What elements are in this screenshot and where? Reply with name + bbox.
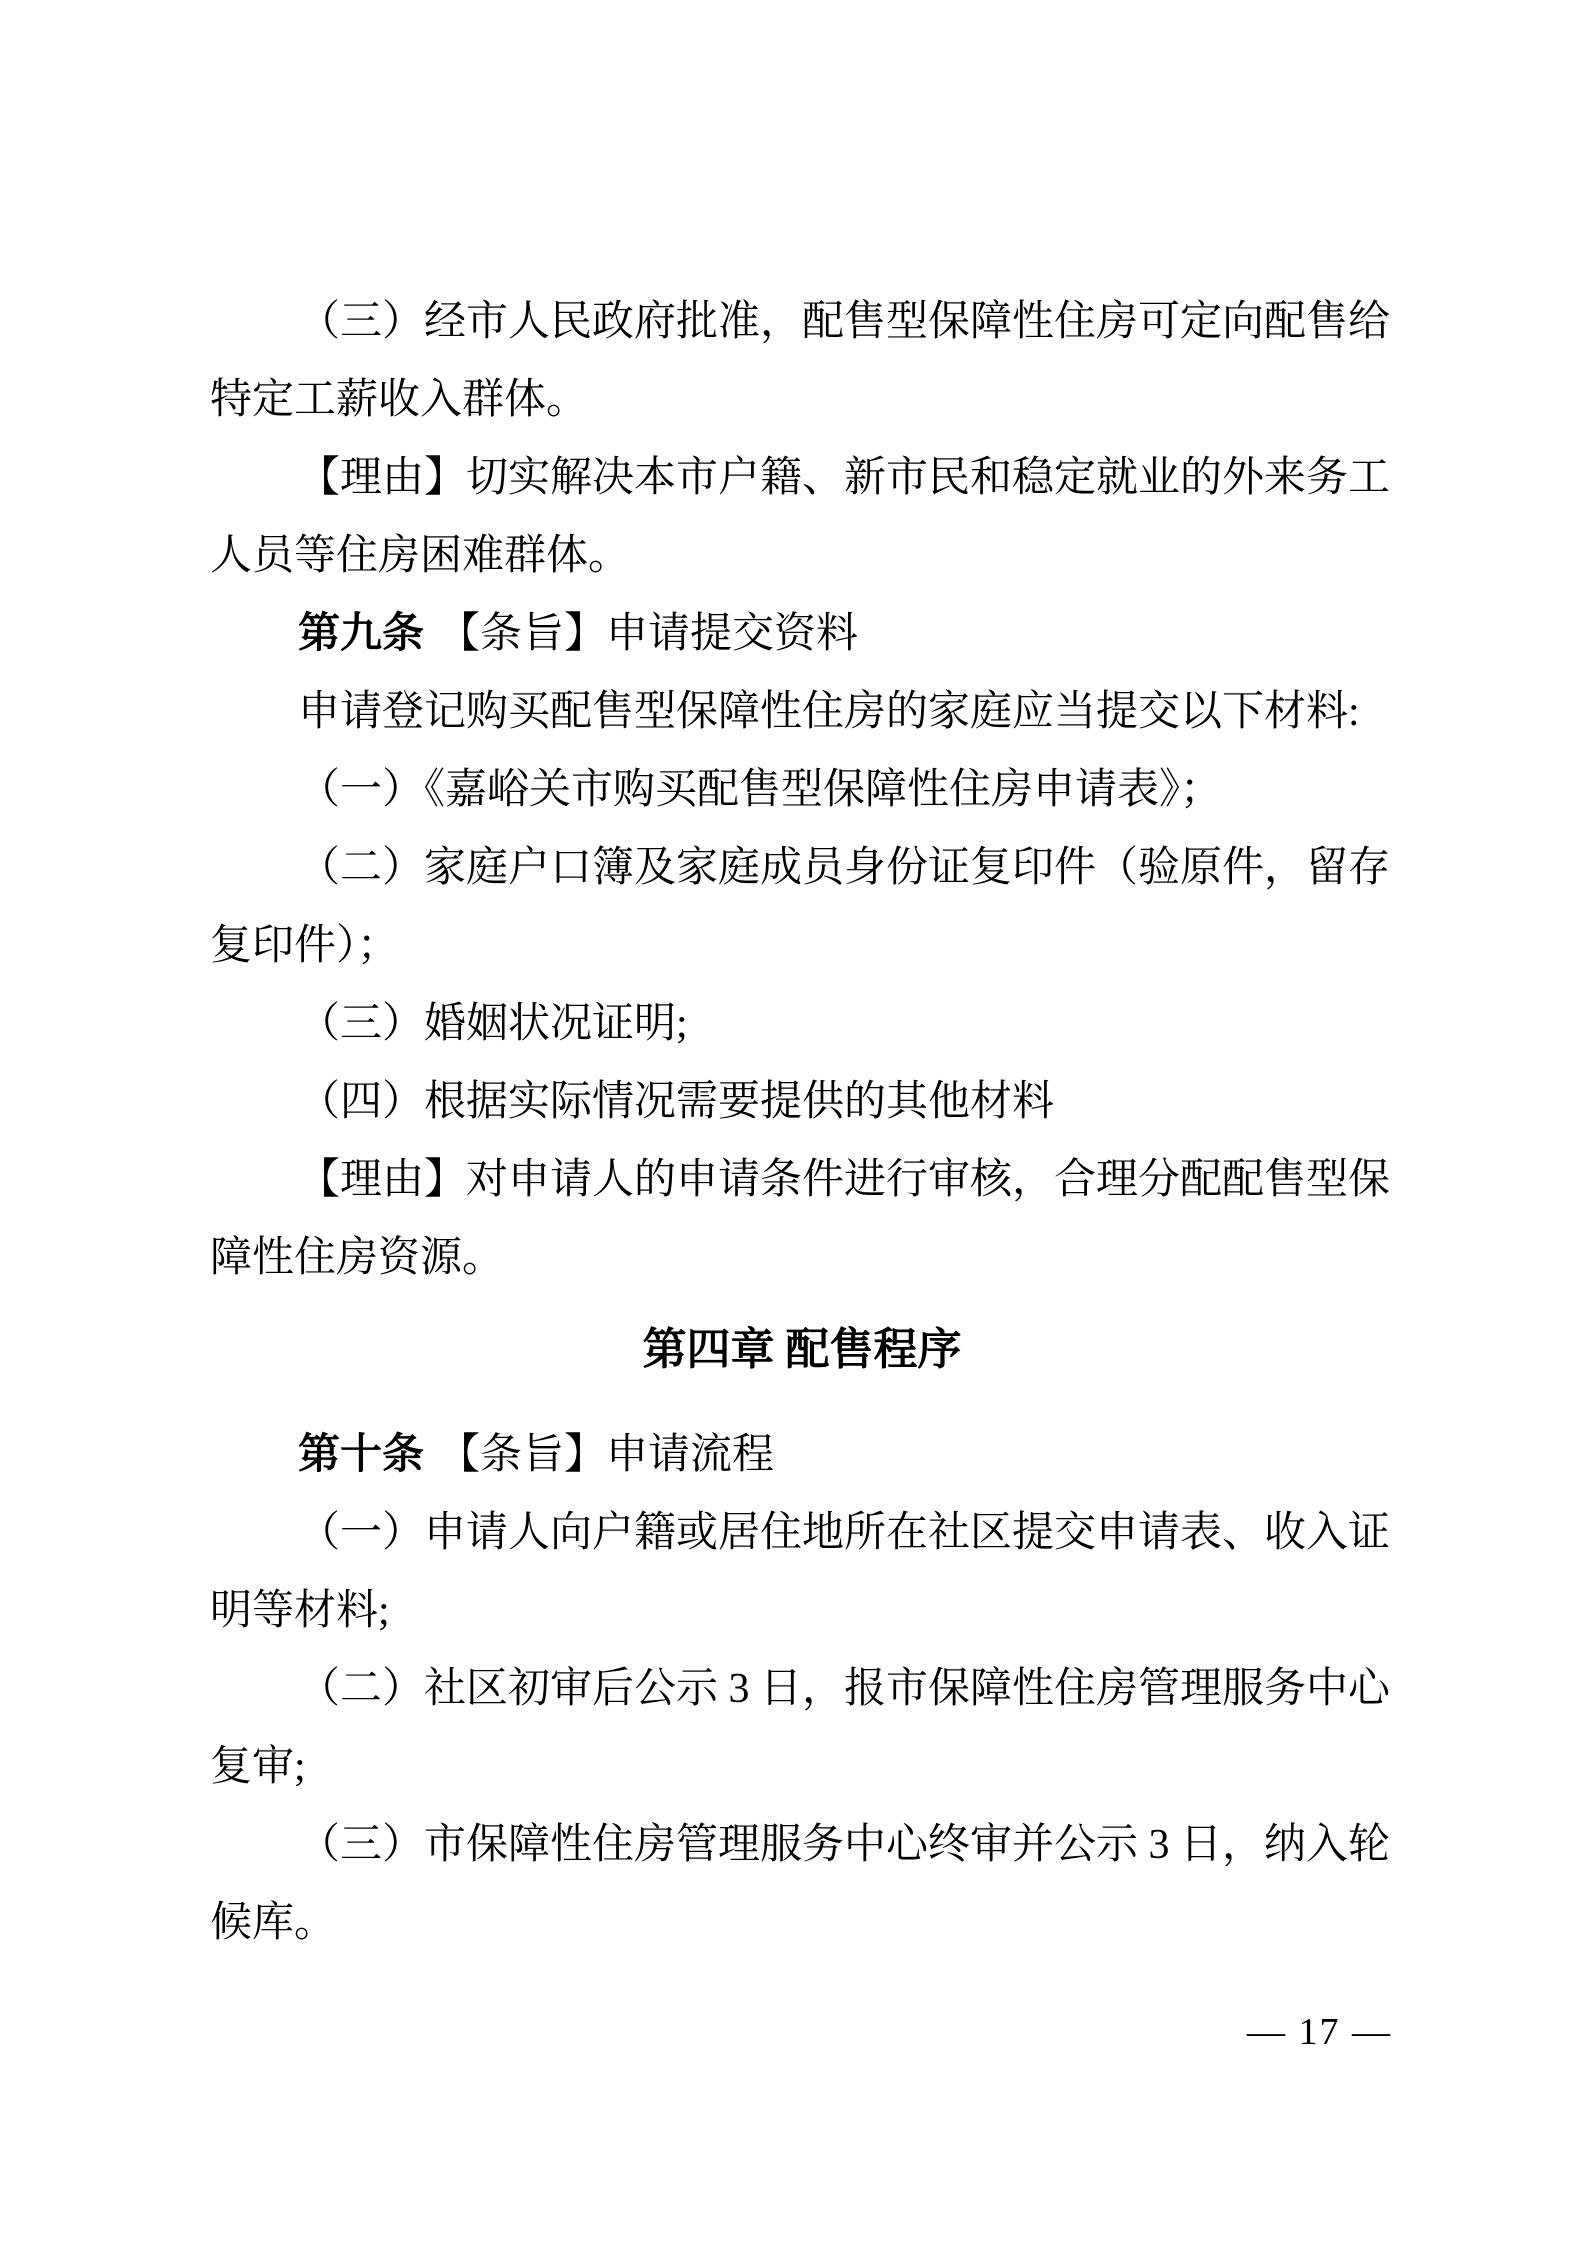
text-line: [210, 1572, 1394, 1650]
body-text: （三）经市人民政府批准，配售型保障性住房可定向配售给: [298, 299, 1391, 345]
body-text: （四）根据实际情况需要提供的其他材料: [298, 1079, 1055, 1125]
article-number-text: 第四章 配售程序: [642, 1325, 962, 1374]
text-line: [210, 751, 1394, 829]
body-text: 申请登记购买配售型保障性住房的家庭应当提交以下材料:: [298, 689, 1360, 735]
body-text: 【条旨】申请流程: [438, 1432, 775, 1478]
text-line: [210, 829, 1394, 907]
body-text: 候库。: [210, 1900, 337, 1946]
text-line: [210, 1650, 1394, 1728]
chapter-heading: [210, 1311, 1394, 1389]
text-line: [210, 361, 1394, 439]
text-line: [210, 283, 1394, 361]
text-line: [210, 1728, 1394, 1806]
article-number-text: 第十条: [298, 1432, 425, 1478]
text-line: [210, 517, 1394, 595]
document-body: [210, 283, 1394, 1962]
body-text: （二）家庭户口簿及家庭成员身份证复印件（验原件，留存: [298, 845, 1391, 891]
text-line: [210, 595, 1394, 673]
text-line: [210, 1416, 1394, 1494]
body-text: 复印件）；: [210, 923, 400, 969]
text-line: [210, 907, 1394, 985]
text-line: [210, 1219, 1394, 1297]
article-number-text: 第九条: [298, 611, 425, 657]
body-text: （一）《嘉峪关市购买配售型保障性住房申请表》；: [298, 767, 1223, 813]
body-text: （三）市保障性住房管理服务中心终审并公示 3 日，纳入轮: [298, 1822, 1391, 1868]
body-text: 【理由】切实解决本市户籍、新市民和稳定就业的外来务工: [298, 455, 1391, 501]
text-line: [210, 1141, 1394, 1219]
text-line: [210, 1063, 1394, 1141]
text-line: [210, 1494, 1394, 1572]
body-text: 明等材料;: [210, 1588, 390, 1634]
body-text: 复审;: [210, 1744, 306, 1790]
text-line: [210, 1884, 1394, 1962]
page-number: — 17 —: [1247, 2011, 1392, 2053]
text-line: [210, 1806, 1394, 1884]
body-text: （二）社区初审后公示 3 日，报市保障性住房管理服务中心: [298, 1666, 1391, 1712]
body-text: 人员等住房困难群体。: [210, 533, 631, 579]
body-text: （三）婚姻状况证明;: [298, 1001, 688, 1047]
text-line: [210, 985, 1394, 1063]
text-line: [210, 673, 1394, 751]
text-line: [210, 439, 1394, 517]
body-text: 特定工薪收入群体。: [210, 377, 589, 423]
body-text: （一）申请人向户籍或居住地所在社区提交申请表、收入证: [298, 1510, 1391, 1556]
body-text: 【理由】对申请人的申请条件进行审核，合理分配配售型保: [298, 1157, 1391, 1203]
body-text: 【条旨】申请提交资料: [438, 611, 859, 657]
body-text: 障性住房资源。: [210, 1235, 505, 1281]
